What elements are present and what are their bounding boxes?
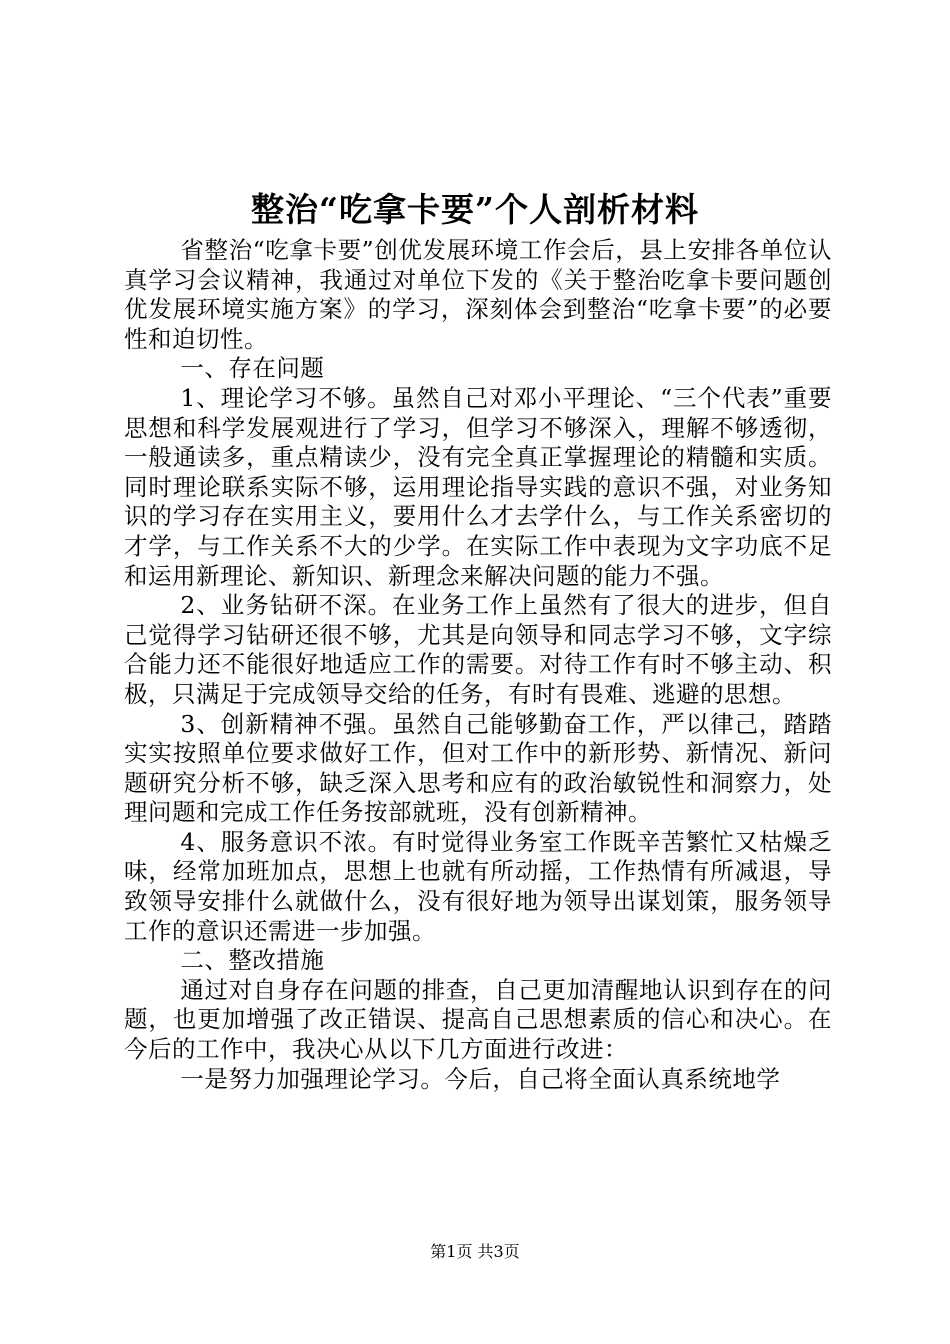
- document-body: [124, 236, 832, 1094]
- paragraph-problem-1: 1、理论学习不够。虽然自己对邓小平理论、“三个代表”重要思想和科学发展观进行了学习，但学习不够深入，理解不够透彻，一般通读多，重点精读少，没有完全真正掌握理论的精髓和实质。同时理论联系实际不够，运用理论指导实践的意识不强，对业务知识的学习存在实用主义，要用什么才去学什么，与工作关系密切的才学，与工作关系不大的少学。在实际工作中表现为文字功底不足和运用新理论、新知识、新理念来解决问题的能力不强。: [124, 383, 832, 590]
- paragraph-problem-4: 4、服务意识不浓。有时觉得业务室工作既辛苦繁忙又枯燥乏味，经常加班加点，思想上也就有所动摇，工作热情有所减退，导致领导安排什么就做什么，没有很好地为领导出谋划策，服务领导工作的意识还需进一步加强。: [124, 827, 832, 945]
- section-heading-problems: 一、存在问题: [180, 354, 325, 383]
- paragraph-measure-1: 一是努力加强理论学习。今后，自己将全面认真系统地学: [180, 1064, 781, 1093]
- paragraph-problem-3: 3、创新精神不强。虽然自己能够勤奋工作，严以律己，踏踏实实按照单位要求做好工作，但对工作中的新形势、新情况、新问题研究分析不够，缺乏深入思考和应有的政治敏锐性和洞察力，处理问题和完成工作任务按部就班，没有创新精神。: [124, 709, 832, 827]
- paragraph-problem-2: 2、业务钻研不深。在业务工作上虽然有了很大的进步，但自己觉得学习钻研还很不够，尤其是向领导和同志学习不够，文字综合能力还不能很好地适应工作的需要。对待工作有时不够主动、积极，只满足于完成领导交给的任务，有时有畏难、逃避的思想。: [124, 591, 832, 708]
- paragraph-measures-intro: 通过对自身存在问题的排查，自己更加清醒地认识到存在的问题，也更加增强了改正错误、提高自己思想素质的信心和决心。在今后的工作中，我决心从以下几方面进行改进：: [124, 975, 832, 1064]
- paragraph-intro: 省整治“吃拿卡要”创优发展环境工作会后，县上安排各单位认真学习会议精神，我通过对单位下发的《关于整治吃拿卡要问题创优发展环境实施方案》的学习，深刻体会到整治“吃拿卡要”的必要性和迫切性。: [124, 236, 832, 353]
- section-heading-measures: 二、整改措施: [180, 946, 325, 975]
- page-footer: 第1页 共3页: [430, 1242, 520, 1261]
- document-title: 整治“吃拿卡要”个人剖析材料: [251, 190, 699, 229]
